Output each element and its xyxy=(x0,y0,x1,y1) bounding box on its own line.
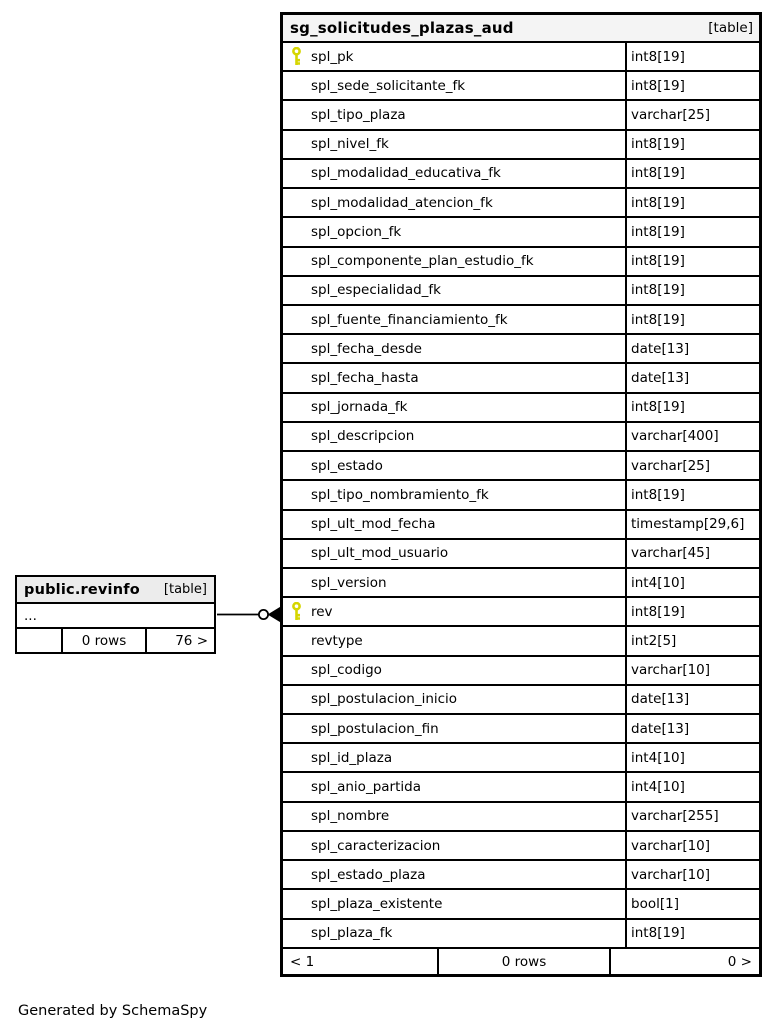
column-type: date[13] xyxy=(625,715,759,742)
column-name-cell xyxy=(283,715,625,742)
column-type: int8[19] xyxy=(625,189,759,216)
column-name: spl_caracterizacion xyxy=(311,837,441,854)
column-name-cell xyxy=(283,803,625,830)
column-name: spl_fuente_financiamiento_fk xyxy=(311,311,508,328)
column-row xyxy=(283,773,759,802)
column-row xyxy=(283,218,759,247)
column-type: varchar[25] xyxy=(625,101,759,128)
column-name-cell xyxy=(283,569,625,596)
table-box-sg-solicitudes-plazas-aud[interactable] xyxy=(280,12,762,977)
column-name-cell xyxy=(283,306,625,333)
revinfo-type-badge: [table] xyxy=(163,582,207,597)
column-row xyxy=(283,540,759,569)
column-row xyxy=(283,43,759,72)
crowsfoot-marker xyxy=(269,608,281,622)
column-row xyxy=(283,306,759,335)
column-name-cell xyxy=(283,890,625,917)
column-type: int8[19] xyxy=(625,160,759,187)
column-row xyxy=(283,861,759,890)
column-row xyxy=(283,803,759,832)
column-type: int8[19] xyxy=(625,598,759,625)
column-name-cell xyxy=(283,744,625,771)
column-name: spl_nivel_fk xyxy=(311,136,389,153)
column-name: spl_ult_mod_fecha xyxy=(311,516,436,533)
column-name: spl_descripcion xyxy=(311,428,415,445)
column-row xyxy=(283,744,759,773)
column-name-cell xyxy=(283,131,625,158)
column-type: int8[19] xyxy=(625,72,759,99)
column-name: spl_ult_mod_usuario xyxy=(311,545,449,562)
relations-in-count: < 1 xyxy=(290,953,315,970)
column-name: spl_postulacion_inicio xyxy=(311,691,458,708)
column-type: int8[19] xyxy=(625,920,759,947)
column-type: bool[1] xyxy=(625,890,759,917)
column-type: varchar[400] xyxy=(625,423,759,450)
column-name-cell xyxy=(283,189,625,216)
column-name-cell xyxy=(283,511,625,538)
column-name-cell xyxy=(283,218,625,245)
column-name: rev xyxy=(311,603,333,620)
column-name-cell xyxy=(283,627,625,654)
relations-out-count: 0 > xyxy=(727,953,752,970)
column-list xyxy=(283,43,759,947)
relationship-connector xyxy=(215,603,283,626)
column-row xyxy=(283,657,759,686)
column-name: spl_opcion_fk xyxy=(311,223,402,240)
main-table-footer xyxy=(283,947,759,974)
column-name-cell xyxy=(283,394,625,421)
column-type: varchar[10] xyxy=(625,657,759,684)
column-name: spl_pk xyxy=(311,48,354,65)
column-row xyxy=(283,920,759,947)
column-type: int4[10] xyxy=(625,773,759,800)
column-name-cell xyxy=(283,657,625,684)
column-row xyxy=(283,511,759,540)
revinfo-footer-left xyxy=(17,629,61,652)
column-name: revtype xyxy=(311,632,363,649)
main-table-type-badge: [table] xyxy=(708,20,753,36)
column-type: varchar[25] xyxy=(625,452,759,479)
column-row xyxy=(283,248,759,277)
column-type: timestamp[29,6] xyxy=(625,511,759,538)
column-row xyxy=(283,277,759,306)
column-name: spl_sede_solicitante_fk xyxy=(311,77,466,94)
column-type: int4[10] xyxy=(625,744,759,771)
column-type: date[13] xyxy=(625,335,759,362)
column-name: spl_jornada_fk xyxy=(311,399,408,416)
column-name-cell xyxy=(283,481,625,508)
column-name: spl_modalidad_atencion_fk xyxy=(311,194,493,211)
column-row xyxy=(283,890,759,919)
column-type: date[13] xyxy=(625,686,759,713)
column-row xyxy=(283,101,759,130)
column-name: spl_plaza_fk xyxy=(311,925,393,942)
column-name-cell xyxy=(283,423,625,450)
column-row xyxy=(283,335,759,364)
column-type: varchar[10] xyxy=(625,832,759,859)
column-name-cell xyxy=(283,598,625,625)
column-type: int8[19] xyxy=(625,306,759,333)
column-name-cell xyxy=(283,101,625,128)
column-name-cell xyxy=(283,686,625,713)
column-name-cell xyxy=(283,248,625,275)
column-type: int2[5] xyxy=(625,627,759,654)
zero-circle-marker xyxy=(259,610,268,619)
column-row xyxy=(283,394,759,423)
column-name: spl_estado xyxy=(311,457,383,474)
column-row xyxy=(283,686,759,715)
column-type: int4[10] xyxy=(625,569,759,596)
column-row xyxy=(283,832,759,861)
column-name-cell xyxy=(283,832,625,859)
column-type: int8[19] xyxy=(625,248,759,275)
revinfo-header xyxy=(17,577,214,604)
column-name: spl_nombre xyxy=(311,808,390,825)
column-name-cell xyxy=(283,920,625,947)
column-type: int8[19] xyxy=(625,277,759,304)
column-name: spl_version xyxy=(311,574,387,591)
column-row xyxy=(283,715,759,744)
column-name: spl_tipo_nombramiento_fk xyxy=(311,486,489,503)
column-name: spl_modalidad_educativa_fk xyxy=(311,165,501,182)
column-name-cell xyxy=(283,43,625,70)
column-name-cell xyxy=(283,773,625,800)
column-row xyxy=(283,481,759,510)
column-name-cell xyxy=(283,277,625,304)
column-row xyxy=(283,423,759,452)
main-table-title[interactable]: sg_solicitudes_plazas_aud xyxy=(290,19,514,37)
column-name: spl_especialidad_fk xyxy=(311,282,441,299)
column-type: date[13] xyxy=(625,364,759,391)
column-row xyxy=(283,452,759,481)
column-name-cell xyxy=(283,72,625,99)
column-row xyxy=(283,72,759,101)
main-table-header xyxy=(283,15,759,43)
column-name: spl_anio_partida xyxy=(311,779,421,796)
column-name: spl_tipo_plaza xyxy=(311,107,406,124)
row-count: 0 rows xyxy=(437,949,611,974)
primary-key-icon xyxy=(291,47,311,66)
column-name-cell xyxy=(283,364,625,391)
column-type: int8[19] xyxy=(625,394,759,421)
column-type: varchar[10] xyxy=(625,861,759,888)
column-row xyxy=(283,189,759,218)
revinfo-footer xyxy=(17,627,214,652)
column-name-cell xyxy=(283,335,625,362)
revinfo-row-count: 0 rows xyxy=(61,629,147,652)
column-name: spl_fecha_desde xyxy=(311,340,422,357)
column-name: spl_estado_plaza xyxy=(311,866,426,883)
column-name: spl_plaza_existente xyxy=(311,895,443,912)
column-name: spl_id_plaza xyxy=(311,749,393,766)
revinfo-relations-out: 76 > xyxy=(175,632,208,649)
column-name: spl_postulacion_fin xyxy=(311,720,439,737)
column-type: int8[19] xyxy=(625,43,759,70)
column-name-cell xyxy=(283,540,625,567)
schemaspy-credit: Generated by SchemaSpy xyxy=(18,1003,208,1019)
table-box-public-revinfo[interactable] xyxy=(15,575,216,654)
column-type: varchar[45] xyxy=(625,540,759,567)
column-name: spl_codigo xyxy=(311,662,382,679)
primary-key-icon xyxy=(291,602,311,621)
column-name: spl_componente_plan_estudio_fk xyxy=(311,253,534,270)
column-row xyxy=(283,627,759,656)
column-row xyxy=(283,131,759,160)
column-row xyxy=(283,364,759,393)
column-name-cell xyxy=(283,452,625,479)
column-type: int8[19] xyxy=(625,481,759,508)
revinfo-collapsed-columns: ... xyxy=(24,607,37,624)
column-row xyxy=(283,569,759,598)
column-name-cell xyxy=(283,160,625,187)
column-type: varchar[255] xyxy=(625,803,759,830)
revinfo-title[interactable]: public.revinfo xyxy=(24,581,140,598)
column-name: spl_fecha_hasta xyxy=(311,370,419,387)
column-type: int8[19] xyxy=(625,131,759,158)
column-name-cell xyxy=(283,861,625,888)
column-row xyxy=(283,598,759,627)
column-row xyxy=(283,160,759,189)
column-type: int8[19] xyxy=(625,218,759,245)
